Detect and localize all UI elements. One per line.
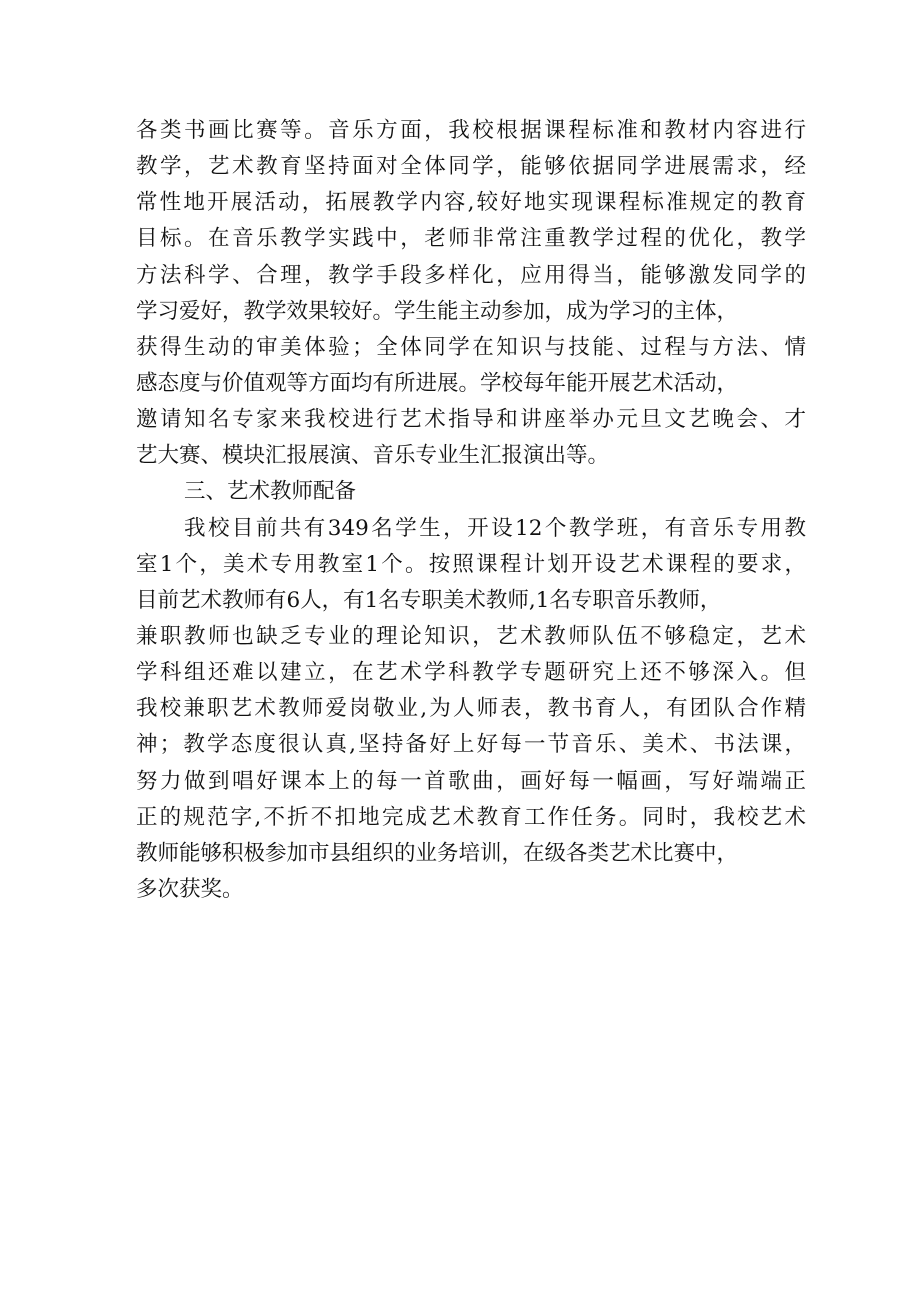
paragraph-line: 方法科学、合理，教学手段多样化，应用得当，能够激发同学的: [136, 262, 806, 288]
paragraph-line: 兼职教师也缺乏专业的理论知识，艺术教师队伍不够稳定，艺术: [136, 623, 806, 649]
paragraph-line: 学科组还难以建立，在艺术学科教学专题研究上还不够深入。但: [136, 660, 806, 686]
paragraph-line: 感态度与价值观等方面均有所进展。学校每年能开展艺术活动，: [136, 370, 739, 396]
paragraph-line: 邀请知名专家来我校进行艺术指导和讲座举办元旦文艺晚会、才: [136, 407, 806, 433]
paragraph-line: 教学，艺术教育坚持面对全体同学，能够依据同学进展需求，经: [136, 154, 806, 180]
section-heading: 三、艺术教师配备: [184, 479, 357, 505]
paragraph-line: 我校目前共有349名学生，开设12个教学班，有音乐专用教: [184, 515, 806, 541]
paragraph-line: 多次获奖。: [136, 876, 244, 902]
paragraph-line: 室1个，美术专用教室1个。按照课程计划开设艺术课程的要求，: [136, 551, 806, 577]
paragraph-line: 常性地开展活动，拓展教学内容,较好地实现课程标准规定的教育: [136, 190, 806, 216]
paragraph-art-teachers: [136, 511, 806, 909]
paragraph-line: 我校兼职艺术教师爱岗敬业,为人师表，教书育人，有团队合作精: [136, 696, 806, 722]
paragraph-line: 目前艺术教师有6人，有1名专职美术教师,1名专职音乐教师，: [136, 587, 722, 613]
paragraph-line: 目标。在音乐教学实践中，老师非常注重教学过程的优化，教学: [136, 226, 806, 252]
paragraph-line: 获得生动的审美体验；全体同学在知识与技能、过程与方法、情: [136, 334, 806, 360]
paragraph-art-activities: [136, 113, 806, 474]
paragraph-line: 各类书画比赛等。音乐方面，我校根据课程标准和教材内容进行: [136, 118, 806, 143]
document-body: [136, 113, 806, 908]
paragraph-line: 教师能够积极参加市县组织的业务培训，在级各类艺术比赛中，: [136, 840, 739, 866]
paragraph-line: 学习爱好，教学效果较好。学生能主动参加，成为学习的主体，: [136, 298, 739, 324]
paragraph-line: 神；教学态度很认真,坚持备好上好每一节音乐、美术、书法课，: [136, 732, 806, 758]
paragraph-line: 艺大赛、模块汇报展演、音乐专业生汇报演出等。: [136, 443, 610, 469]
paragraph-line: 正的规范字,不折不扣地完成艺术教育工作任务。同时，我校艺术: [136, 804, 806, 830]
paragraph-line: 努力做到唱好课本上的每一首歌曲，画好每一幅画，写好端端正: [136, 768, 806, 794]
